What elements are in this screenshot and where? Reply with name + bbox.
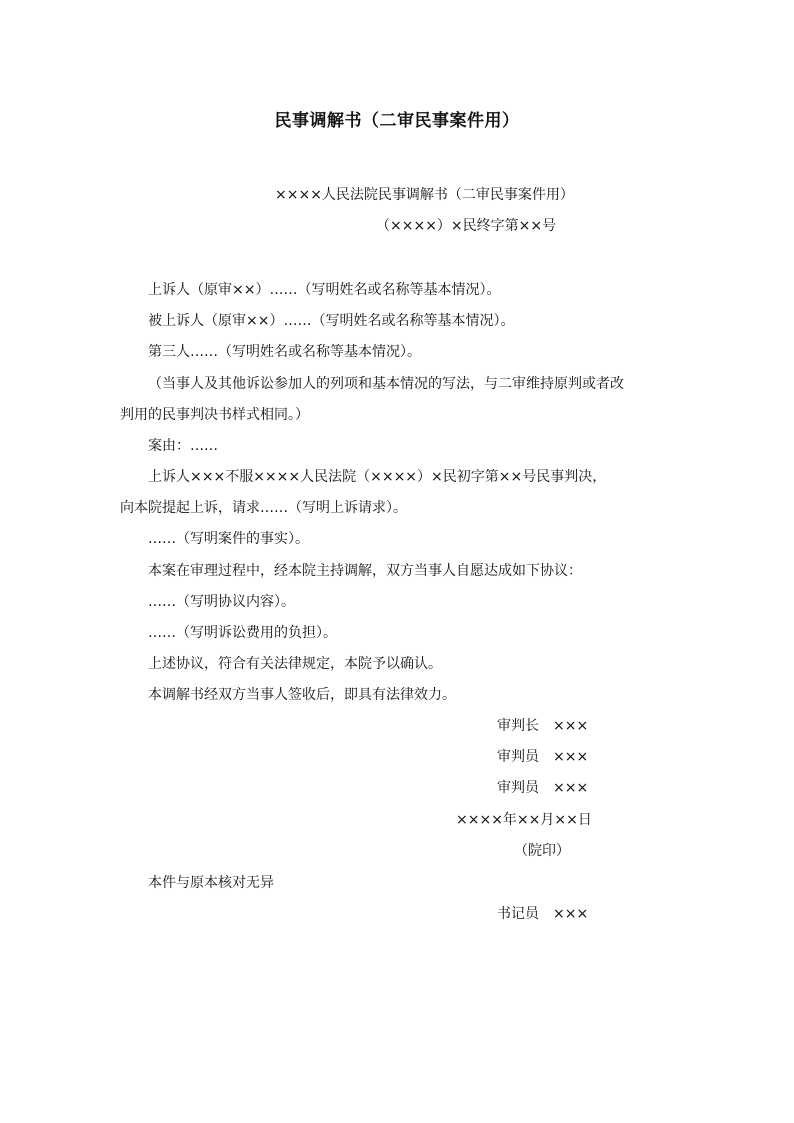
appeal-paragraph-line-2: 向本院提起上诉，请求……（写明上诉请求）。 [120, 500, 407, 516]
signature-judge-2 [497, 778, 588, 798]
signature-name: ××× [553, 906, 589, 922]
signature-name: ××× [553, 780, 589, 796]
appellant-paragraph: 上诉人（原审××）……（写明姓名或名称等基本情况）。 [148, 282, 501, 298]
facts-paragraph: ……（写明案件的事实）。 [148, 531, 309, 547]
costs-paragraph: ……（写明诉讼费用的负担）。 [148, 625, 337, 641]
appellee-paragraph: 被上诉人（原审××）……（写明姓名或名称等基本情况）。 [148, 313, 515, 329]
signature-name: ××× [553, 749, 589, 765]
effect-paragraph: 本调解书经双方当事人签收后，即具有法律效力。 [148, 687, 456, 703]
court-seal-note: （院印） [514, 843, 570, 859]
confirmation-paragraph: 上述协议，符合有关法律规定，本院予以确认。 [148, 656, 442, 672]
signature-role: 审判员 [497, 780, 539, 796]
signature-role: 审判员 [497, 749, 539, 765]
signature-clerk [497, 904, 588, 924]
note-paragraph-line-2: 判用的民事判决书样式相同。） [120, 407, 309, 423]
agreement-paragraph: ……（写明协议内容）。 [148, 594, 295, 610]
verification-note: 本件与原本核对无异 [148, 875, 274, 891]
signature-name: ××× [553, 718, 589, 734]
document-title: 民事调解书（二审民事案件用） [274, 111, 520, 131]
signature-role: 书记员 [497, 906, 539, 922]
document-date: ××××年××月××日 [456, 812, 592, 828]
signature-judge-1 [497, 747, 588, 767]
case-number: （××××）×民终字第××号 [376, 218, 557, 234]
cause-of-action: 案由：…… [148, 438, 218, 454]
signature-role: 审判长 [497, 718, 539, 734]
note-paragraph-line-1: （当事人及其他诉讼参加人的列项和基本情况的写法，与二审维持原判或者改 [148, 376, 624, 392]
appeal-paragraph-line-1: 上诉人×××不服××××人民法院（××××）×民初字第××号民事判决， [148, 469, 607, 485]
mediation-paragraph: 本案在审理过程中，经本院主持调解，双方当事人自愿达成如下协议： [148, 563, 582, 579]
signature-presiding-judge [497, 716, 588, 736]
third-party-paragraph: 第三人……（写明姓名或名称等基本情况）。 [148, 344, 421, 360]
court-document-heading: ××××人民法院民事调解书（二审民事案件用） [275, 187, 574, 203]
